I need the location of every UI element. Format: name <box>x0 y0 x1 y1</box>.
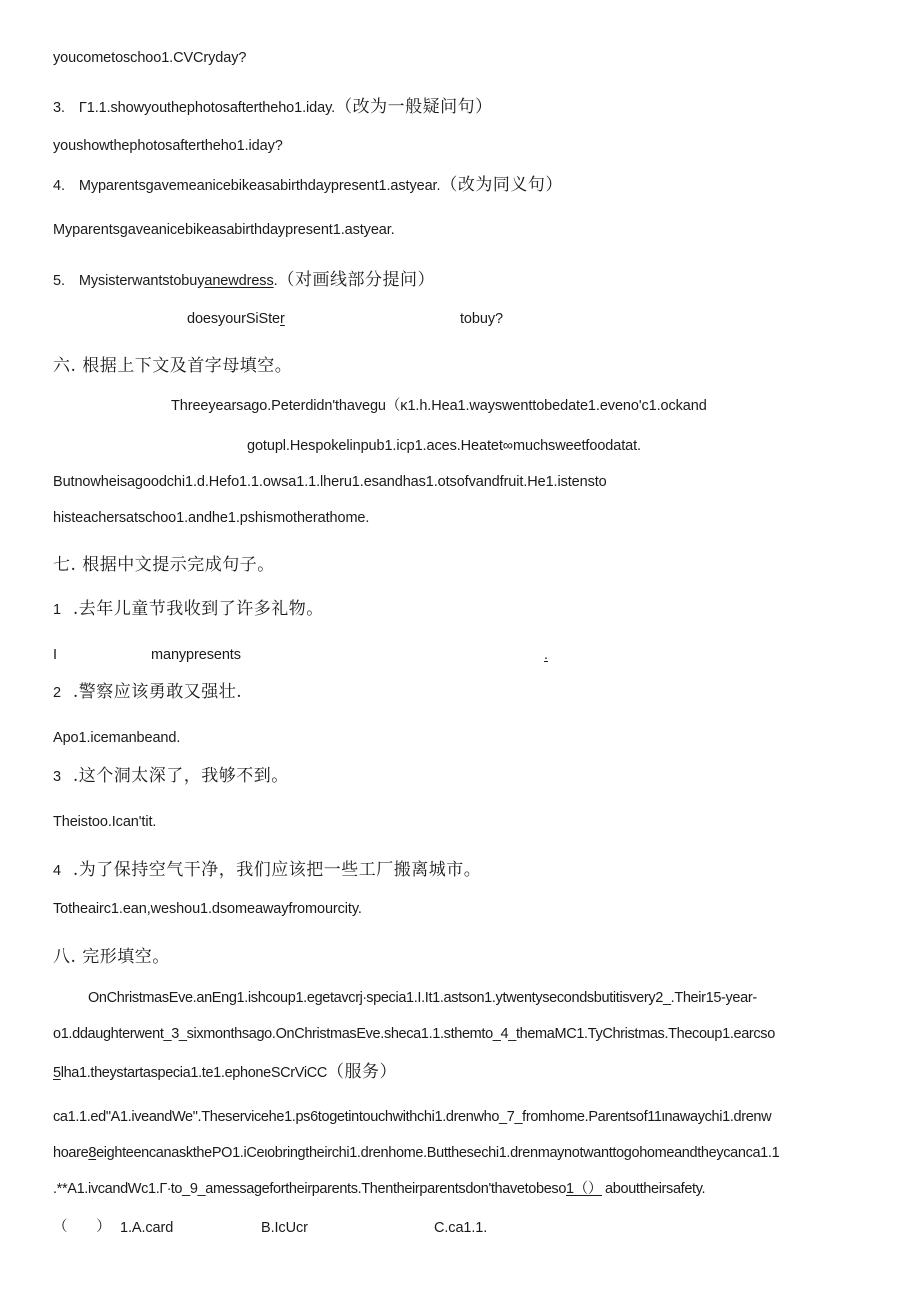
text-line: youcometoschoo1.CVCryday? <box>53 50 247 66</box>
question-hint: （改为一般疑问句） <box>335 97 493 117</box>
text-fragment: doesyourSiSte <box>187 311 281 327</box>
underlined-phrase: anewdress <box>204 273 274 289</box>
text-line: Apo1.icemanbeand. <box>53 730 181 746</box>
section-8-heading: 八. 完形填空。 <box>53 947 170 967</box>
text-fragment <box>544 645 548 665</box>
chinese-prompt: .为了保持空气干净，我们应该把一些工厂搬离城市。 <box>72 860 482 880</box>
sentence-number: 1 <box>53 602 61 618</box>
text-line: Totheairc1.ean,weshou1.dsomeawayfromourcity. <box>53 901 362 917</box>
text-fragment: lha1.theystartaspecia1.te1.ephoneSCrViCC <box>60 1065 327 1081</box>
text-fragment: hoare <box>53 1145 89 1161</box>
question-text: Γ1.1.showyouthephotosaftertheho1.iday. <box>78 100 336 116</box>
paragraph-line <box>53 1179 705 1199</box>
choice-b: B.IcUcr <box>261 1220 308 1236</box>
section-6-heading: 六. 根据上下文及首字母填空。 <box>53 356 293 376</box>
paragraph-line: Butnowheisagoodchi1.d.Hefo1.1.owsa1.1.lheru1.esandhas1.otsofvandfruit.He1.istensto <box>53 474 607 490</box>
chinese-gloss: （服务） <box>326 1062 397 1082</box>
sentence-3-prompt <box>53 766 289 787</box>
question-text: Myparentsgavemeanicebikeasabirthdaypresent1.astyear. <box>78 178 441 194</box>
text-fragment: manypresents <box>151 647 241 663</box>
paragraph-line <box>53 1143 779 1163</box>
paragraph-line: gotupl.Hespokelinpub1.icp1.aces.Heatet∞muchsweetfoodatat. <box>247 438 641 454</box>
choice-paren: （ ） <box>53 1219 111 1235</box>
blank-number: 1（） <box>566 1181 603 1197</box>
text-line: Theistoo.Ican'tit. <box>53 814 157 830</box>
chinese-prompt: .这个洞太深了，我够不到。 <box>72 766 289 786</box>
paragraph-line: o1.ddaughterwent_3_sixmonthsago.OnChristmasEve.sheca1.1.sthemto_4_themaMC1.TyChristmas.Thecoup1.earcso <box>53 1026 775 1042</box>
answer-line <box>187 309 285 329</box>
question-hint: （对画线部分提问） <box>277 270 436 290</box>
text-fragment: abouttheirsafety. <box>605 1181 706 1197</box>
question-number: 5. <box>53 273 65 289</box>
blank-number: 5 <box>53 1065 61 1081</box>
text-fragment: .**A1.ivcandWc1.Γ∙to_9_amessagefortheirparents.Thentheirparentsdon'thavetobeso <box>53 1181 567 1197</box>
punctuation: . <box>544 647 548 663</box>
question-text: . <box>273 273 278 289</box>
text-line: Myparentsgaveanicebikeasabirthdaypresent1.astyear. <box>53 222 395 238</box>
choice-a: 1.A.card <box>120 1220 174 1236</box>
text-fragment: I <box>53 647 57 663</box>
question-5 <box>53 270 435 291</box>
paragraph-line: Threeyearsago.Peterdidn'thavegu（κ1.h.Hea1.wayswenttobedate1.eveno'c1.ockand <box>171 398 707 414</box>
text-line: youshowthephotosaftertheho1.iday? <box>53 138 283 154</box>
question-number: 3. <box>53 100 65 116</box>
paragraph-line <box>53 1062 397 1083</box>
sentence-number: 3 <box>53 769 61 785</box>
paragraph-line: histeachersatschoo1.andhe1.pshismotherathome. <box>53 510 370 526</box>
sentence-2-prompt <box>53 682 242 703</box>
question-text: Mysisterwantstobuy <box>78 273 205 289</box>
choice-c: C.ca1.1. <box>434 1220 488 1236</box>
sentence-number: 2 <box>53 685 61 701</box>
paragraph-line: OnChristmasEve.anEng1.ishcoup1.egetavcrj∙specia1.I.It1.astson1.ytwentysecondsbutitisvery2_.Their15-year- <box>88 990 757 1006</box>
chinese-prompt: .警察应该勇敢又强壮. <box>72 682 243 702</box>
question-number: 4. <box>53 178 65 194</box>
text-fragment: tobuy? <box>460 311 503 327</box>
text-fragment: eighteencanaskthePO1.iCeιobringtheirchi1.drenhome.Butthesechi1.drenmaynotwanttogohomeandtheycanca1.1 <box>96 1145 780 1161</box>
sentence-4-prompt <box>53 860 481 881</box>
sentence-1-prompt <box>53 599 324 620</box>
chinese-prompt: .去年儿童节我收到了许多礼物。 <box>72 599 324 619</box>
section-7-heading: 七. 根据中文提示完成句子。 <box>53 555 275 575</box>
paragraph-line: ca1.1.ed"A1.iveandWe".Theservicehe1.ps6togetintouchwithchi1.drenwho_7_fromhome.Parentsof11ιnawaychi1.drenw <box>53 1109 772 1125</box>
blank-number: 8 <box>88 1145 97 1161</box>
question-hint: （改为同义句） <box>440 175 563 195</box>
underlined-fragment: r <box>280 311 285 327</box>
question-3 <box>53 97 493 118</box>
sentence-number: 4 <box>53 863 61 879</box>
question-4 <box>53 175 563 196</box>
